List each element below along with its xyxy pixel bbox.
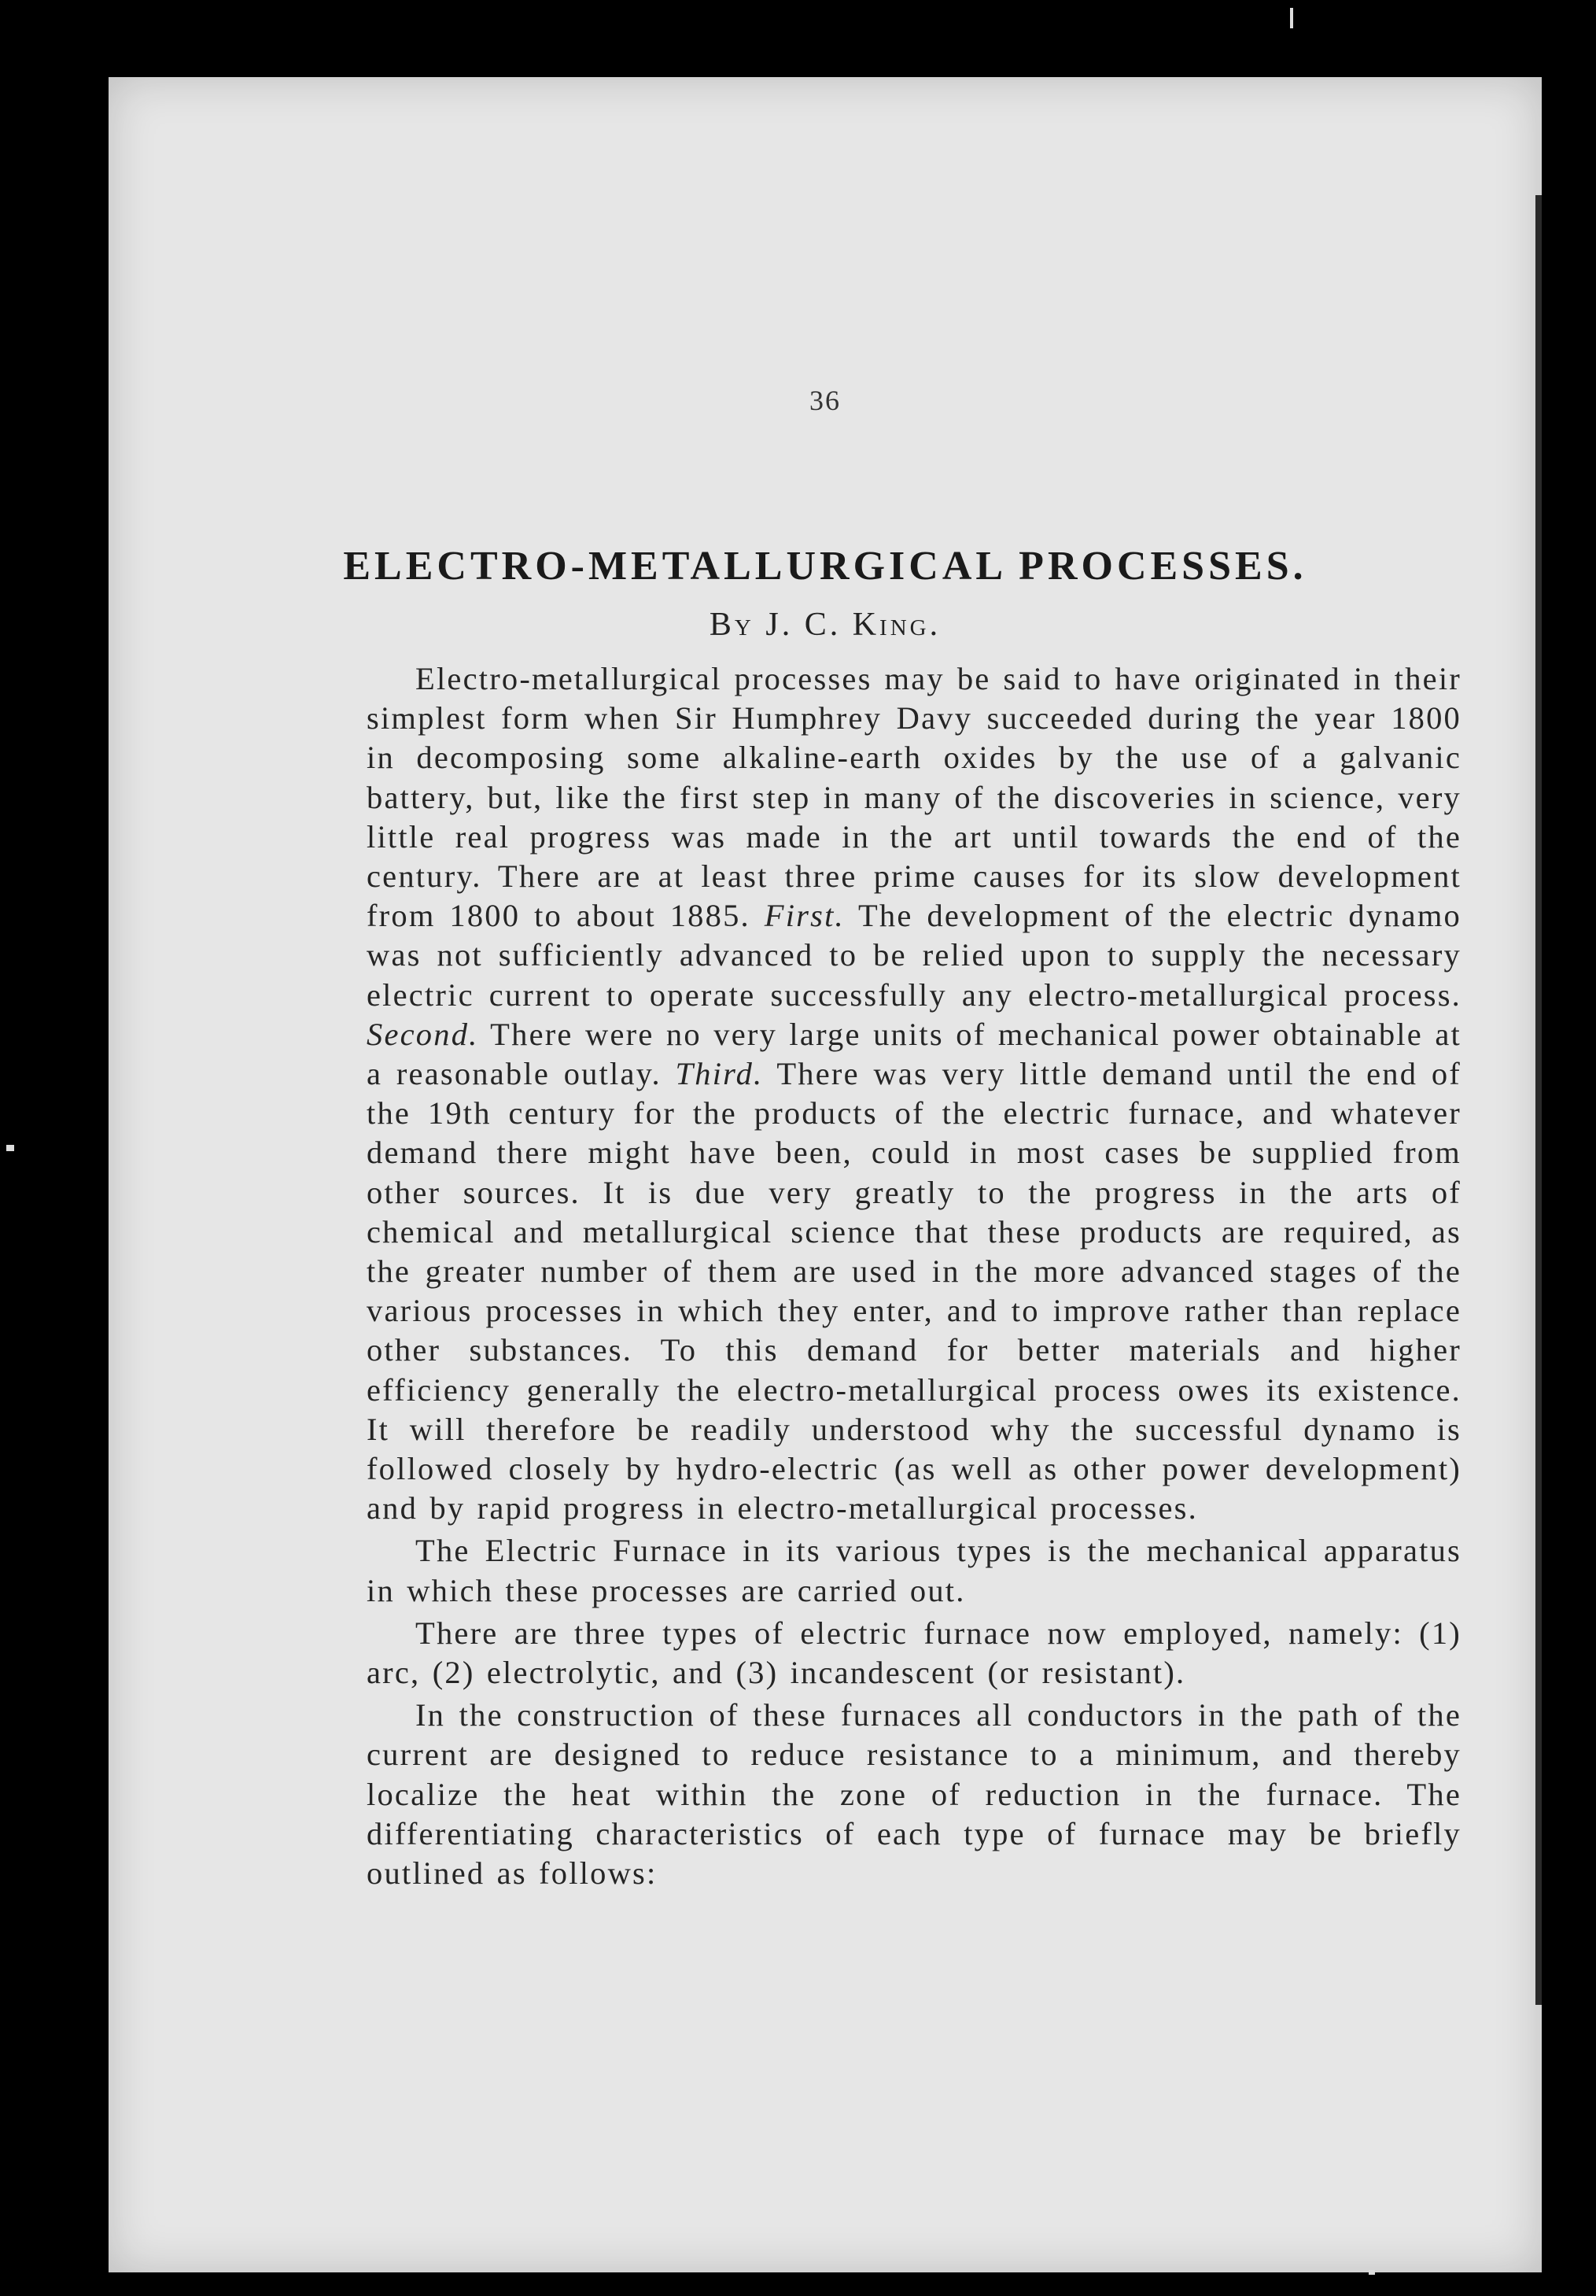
- article-body: [367, 659, 1461, 1896]
- paragraph-text: There was very little demand until the end of the 19th century for the products of the electric furnace, and whatever demand there might have been, could in most cases be supplied from other sources. It is due very greatly to the progress in the arts of chemical and metallurgical science that these products are required, as the greater number of them are used in the more advanced stages of the various processes in which they enter, and to improve rather than replace other substances. To this demand for better materials and higher efficiency generally the electro-metallurgical process owes its existence. It will therefore be readily understood why the successful dynamo is followed closely by hydro-electric (as well as other power development) and by rapid progress in electro-metallurgical processes.: [367, 1056, 1461, 1526]
- paragraph-emphasis: Second.: [367, 1016, 479, 1052]
- scanned-page: [109, 77, 1542, 2272]
- scan-speck: [6, 1145, 14, 1151]
- paragraph-text: The development of the electric dynamo was not sufficiently advanced to be relied upon to supply the necessary electric current to operate successfully any electro-metallurgical process.: [367, 898, 1461, 1013]
- page-edge-shadow: [1535, 195, 1542, 2005]
- paragraph-emphasis: Third.: [675, 1056, 764, 1092]
- paragraph: There are three types of electric furnace now employed, namely: (1) arc, (2) electrolytic, and (3) incandescent (or resistant).: [367, 1615, 1461, 1691]
- paragraph: In the construction of these furnaces all conductors in the path of the current are designed to reduce resistance to a minimum, and thereby localize the heat within the zone of reduction in the furnace. The differentiating characteristics of each type of furnace may be briefly outlined as follows:: [367, 1697, 1461, 1892]
- article-byline: By J. C. King.: [709, 607, 942, 643]
- page-number: 36: [809, 385, 841, 416]
- paragraph: [367, 659, 1461, 1528]
- article-title: ELECTRO-METALLURGICAL PROCESSES.: [343, 544, 1307, 589]
- paragraph: The Electric Furnace in its various types is the mechanical apparatus in which these processes are carried out.: [367, 1533, 1461, 1608]
- paragraph-text: Electro-metallurgical processes may be said to have originated in their simplest form when Sir Humphrey Davy succeeded during the year 1800 in decomposing some alkaline-earth oxides by the use of a galvanic battery, but, like the first step in many of the discoveries in science, very little real progress was made in the art until towards the end of the century. There are at least three prime causes for its slow development from 1800 to about 1885.: [367, 661, 1461, 934]
- paragraph-text: There were no very large units of mechanical power obtainable at a reasonable outlay.: [367, 1016, 1461, 1092]
- paragraph-emphasis: First.: [764, 898, 845, 934]
- scan-speck: [1369, 2270, 1375, 2275]
- scan-speck: [1290, 8, 1293, 28]
